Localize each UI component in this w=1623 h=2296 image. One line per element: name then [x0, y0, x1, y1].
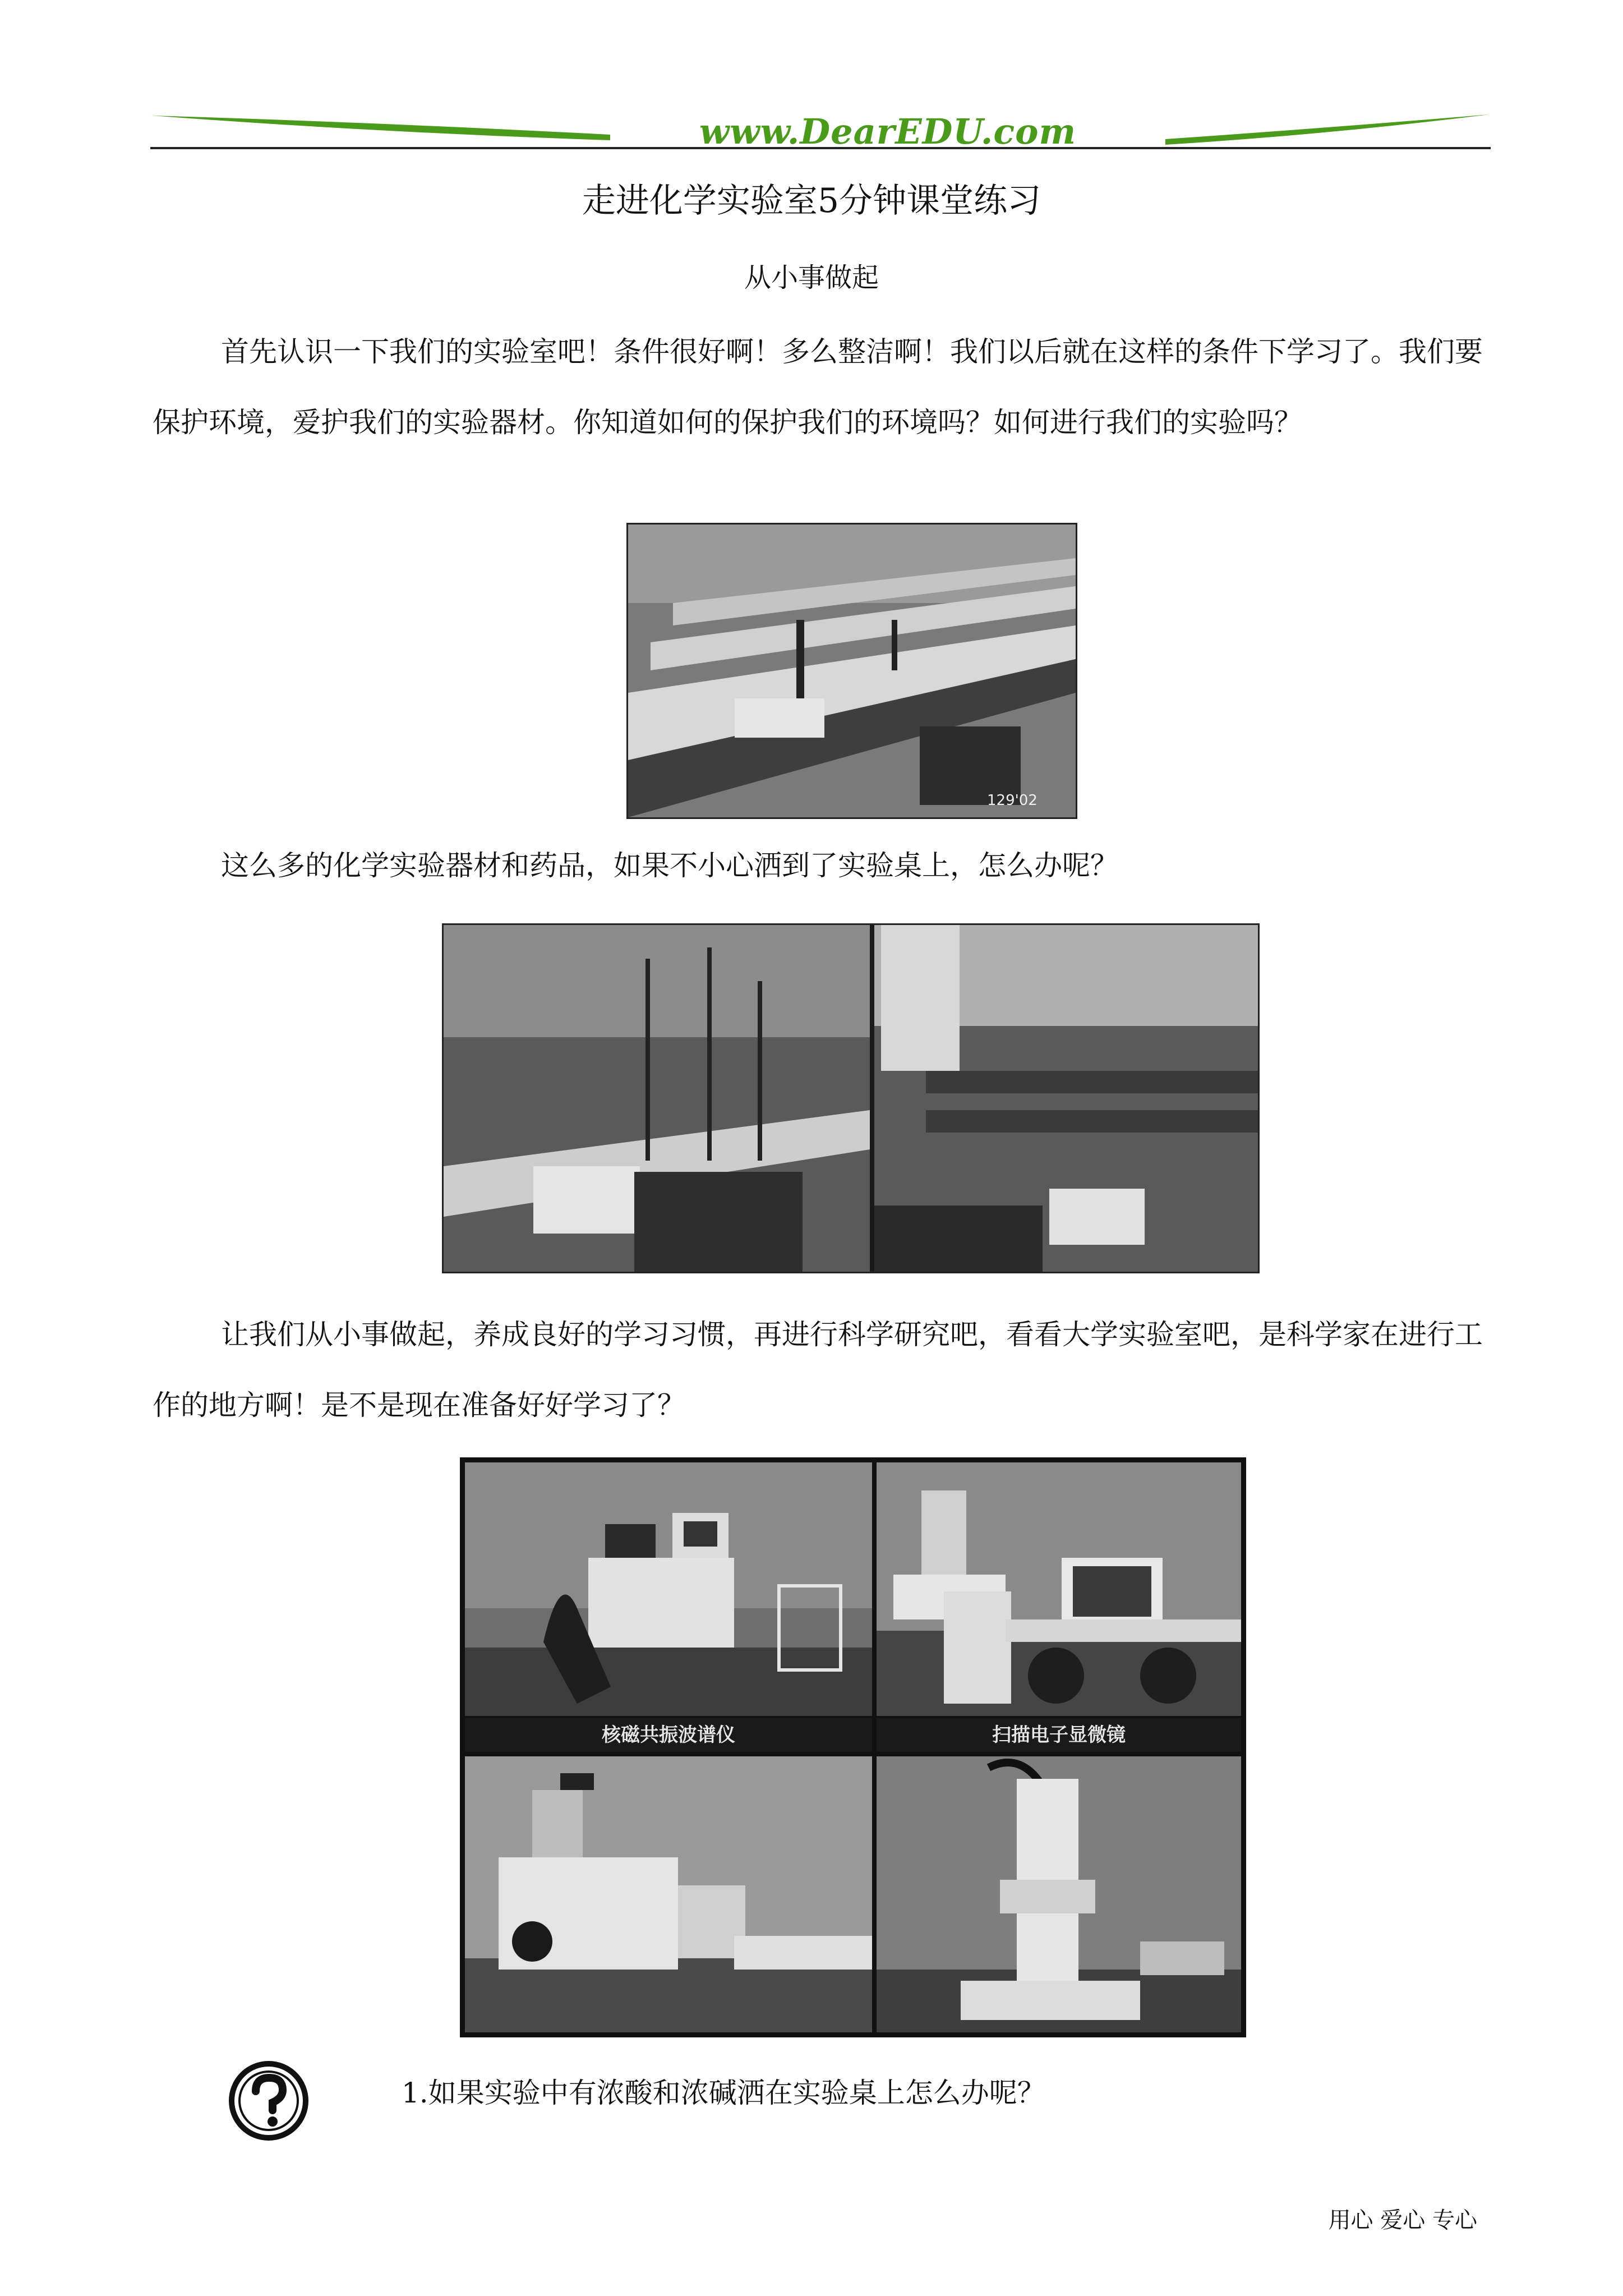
exercise-question-1: 1.如果实验中有浓酸和浓碱洒在实验桌上怎么办呢？	[402, 2077, 1045, 2109]
instrument-photo-grid	[460, 1457, 1246, 2037]
university-lab-paragraph: 让我们从小事做起，养成良好的学习习惯，再进行科学研究吧，看看大学实验室吧，是科学家在进行工作的地方啊！是不是现在准备好好学习了？	[153, 1318, 1483, 1421]
lab-interiors-photo	[442, 923, 1260, 1273]
lab-classroom-photo	[626, 523, 1077, 819]
page-footer-motto: 用心 爱心 专心	[1328, 2207, 1477, 2233]
spill-question-paragraph: 这么多的化学实验器材和药品，如果不小心洒到了实验桌上，怎么办呢？	[221, 849, 1118, 882]
page-header	[150, 105, 1491, 150]
electron-microscope-column-photo	[877, 1756, 1241, 2032]
nmr-spectrometer-photo	[465, 1462, 872, 1716]
section-subtitle: 从小事做起	[744, 262, 879, 293]
nmr-caption: 核磁共振波谱仪	[465, 1718, 872, 1752]
question-mark-icon	[227, 2059, 311, 2143]
sem-caption: 扫描电子显微镜	[877, 1718, 1241, 1752]
lab-instrument-bench-photo	[465, 1756, 872, 2032]
header-divider	[150, 147, 1491, 149]
page-title: 走进化学实验室5分钟课堂练习	[582, 181, 1041, 220]
intro-paragraph: 首先认识一下我们的实验室吧！条件很好啊！多么整洁啊！我们以后就在这样的条件下学习了。我们要保护环境，爱护我们的实验器材。你知道如何的保护我们的环境吗？如何进行我们的实验吗？	[153, 335, 1483, 439]
sem-microscope-photo	[877, 1462, 1241, 1716]
photo-date-stamp: 129'02	[987, 792, 1038, 809]
site-logo-text: www.DearEDU.com	[699, 111, 1077, 152]
